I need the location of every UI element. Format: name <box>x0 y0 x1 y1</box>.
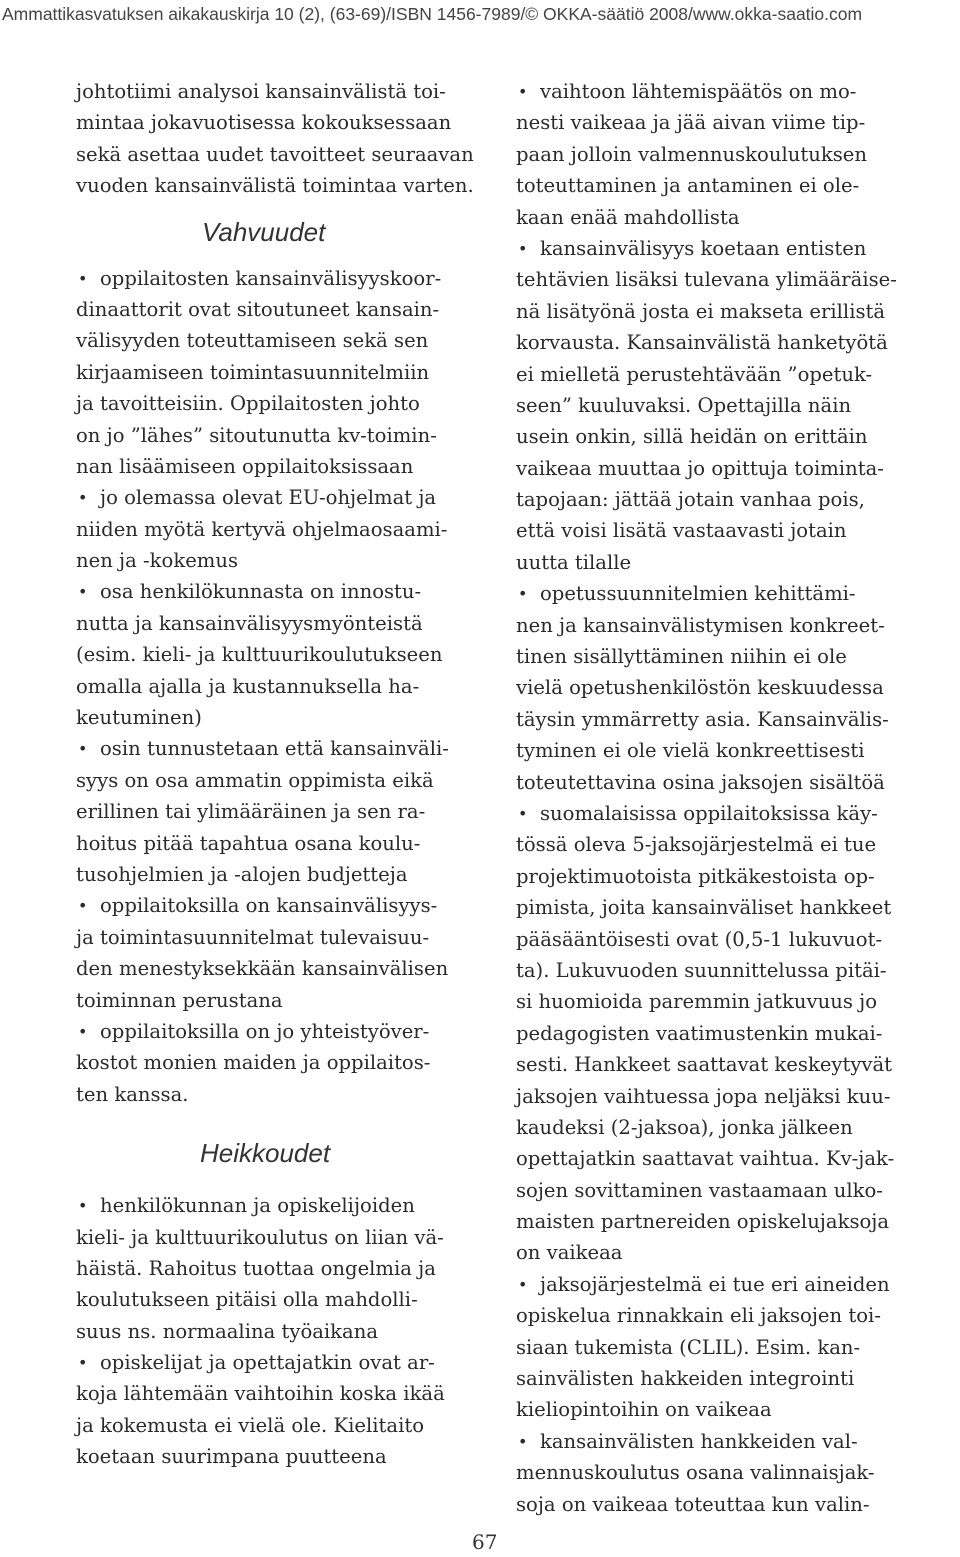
bullet-icon: • <box>518 803 528 823</box>
text-line <box>76 608 476 639</box>
line-text: nen ja kansainvälistymisen konkreet- <box>516 613 885 637</box>
text-line <box>516 264 916 295</box>
page-number: 67 <box>472 1530 498 1554</box>
text-line <box>516 327 916 358</box>
bullet-item-line <box>76 733 476 764</box>
line-text: koja lähtemään vaihtoihin koska ikää <box>76 1382 445 1406</box>
line-text: kirjaamiseen toimintasuunnitelmiin <box>76 360 430 384</box>
bullet-item-line <box>76 1016 476 1047</box>
line-text: välisyyden toteuttamiseen sekä sen <box>76 329 429 353</box>
text-line <box>76 1047 476 1078</box>
text-line <box>76 1253 476 1284</box>
text-line <box>76 922 476 953</box>
bullet-item-line <box>516 1426 916 1457</box>
text-line <box>516 1081 916 1112</box>
line-text: ten kanssa. <box>76 1082 189 1106</box>
strengths-list <box>76 263 476 1111</box>
line-text: omalla ajalla ja kustannuksella ha- <box>76 674 420 698</box>
intro-paragraph <box>76 76 476 202</box>
line-text: on vaikeaa <box>516 1241 623 1265</box>
text-line <box>516 202 916 233</box>
bullet-icon: • <box>78 896 88 916</box>
line-text: opiskelijat ja opettajatkin ovat ar- <box>100 1351 435 1375</box>
line-text: tehtävien lisäksi tulevana ylimääräise- <box>516 268 897 292</box>
text-line <box>76 859 476 890</box>
line-text: henkilökunnan ja opiskelijoiden <box>100 1194 415 1218</box>
line-text: toteuttaminen ja antaminen ei ole- <box>516 174 860 198</box>
bullet-icon: • <box>518 584 528 604</box>
text-line <box>76 545 476 576</box>
bullet-icon: • <box>78 1353 88 1373</box>
bullet-item-line <box>76 263 476 294</box>
bullet-icon: • <box>518 82 528 101</box>
bullet-item-line <box>76 1190 476 1221</box>
line-text: kieliopintoihin on vaikeaa <box>516 1398 772 1422</box>
text-line <box>76 76 476 107</box>
line-text: suus ns. normaalina työaikana <box>76 1319 379 1343</box>
line-text: syys on osa ammatin oppimista eikä <box>76 768 434 792</box>
text-line <box>76 953 476 984</box>
text-line <box>516 1143 916 1174</box>
text-line <box>76 671 476 702</box>
text-line <box>516 421 916 452</box>
text-line <box>76 294 476 325</box>
line-text: opiskelua rinnakkain eli jaksojen toi- <box>516 1304 881 1328</box>
line-text: täysin ymmärretty asia. Kansainvälis- <box>516 707 889 731</box>
text-line <box>516 139 916 170</box>
line-text: kostot monien maiden ja oppilaitos- <box>76 1051 431 1075</box>
text-line <box>516 1237 916 1268</box>
bullet-item-line <box>76 482 476 513</box>
text-line <box>516 1112 916 1143</box>
line-text: seen” kuuluvaksi. Opettajilla näin <box>516 393 852 417</box>
line-text: on jo ”lähes” sitoutunutta kv-toimin- <box>76 423 437 447</box>
heading-strengths: Vahvuudet <box>202 216 326 247</box>
line-text: opettajatkin saattavat vaihtua. Kv-jak- <box>516 1147 895 1171</box>
journal-citation-header: Ammattikasvatuksen aikakauskirja 10 (2), (63-69)/ISBN 1456-7989/© OKKA-säätiö 2008/www.okka-saatio.com <box>2 4 863 24</box>
line-text: johtotiimi analysoi kansainvälistä toi- <box>76 80 446 103</box>
text-line <box>516 986 916 1017</box>
line-text: den menestyksekkään kansainvälisen <box>76 957 449 981</box>
line-text: ja toimintasuunnitelmat tulevaisuu- <box>76 925 430 949</box>
line-text: paan jolloin valmennuskoulutuksen <box>516 142 867 166</box>
text-line <box>76 388 476 419</box>
text-line <box>516 1363 916 1394</box>
text-line <box>76 139 476 170</box>
line-text: tapojaan: jättää jotain vanhaa pois, <box>516 488 865 512</box>
text-line <box>516 735 916 766</box>
text-line <box>516 704 916 735</box>
line-text: kaudeksi (2-jaksoa), jonka jälkeen <box>516 1115 853 1139</box>
text-line <box>516 1457 916 1488</box>
line-text: vuoden kansainvälistä toimintaa varten. <box>76 174 474 198</box>
line-text: pääsääntöisesti ovat (0,5-1 lukuvuot- <box>516 927 883 951</box>
text-line <box>516 924 916 955</box>
line-text: sojen sovittaminen vastaamaan ulko- <box>516 1178 883 1202</box>
text-line <box>516 1049 916 1080</box>
text-line <box>76 420 476 451</box>
line-text: korvausta. Kansainvälistä hanketyötä <box>516 331 888 355</box>
text-line <box>516 1206 916 1237</box>
line-text: nan lisäämiseen oppilaitoksissaan <box>76 454 414 478</box>
line-text: uutta tilalle <box>516 550 632 574</box>
text-line <box>76 1222 476 1253</box>
text-line <box>516 170 916 201</box>
line-text: ja tavoitteisiin. Oppilaitosten johto <box>76 392 420 416</box>
line-text: osa henkilökunnasta on innostu- <box>100 580 422 604</box>
bullet-icon: • <box>78 582 88 602</box>
left-column <box>76 76 476 1473</box>
line-text: usein onkin, sillä heidän on erittäin <box>516 425 868 449</box>
line-text: soja on vaikeaa toteuttaa kun valin- <box>516 1492 870 1516</box>
line-text: ta). Lukuvuoden suunnittelussa pitäi- <box>516 958 887 982</box>
text-line <box>76 796 476 827</box>
text-line <box>516 672 916 703</box>
line-text: suomalaisissa oppilaitoksissa käy- <box>540 801 878 825</box>
bullet-icon: • <box>78 1196 88 1216</box>
line-text: vaihtoon lähtemispäätös on mo- <box>540 80 857 103</box>
line-text: ja kokemusta ei vielä ole. Kielitaito <box>76 1413 424 1437</box>
line-text: oppilaitoksilla on kansainvälisyys- <box>100 894 438 918</box>
line-text: maisten partnereiden opiskelujaksoja <box>516 1210 890 1234</box>
line-text: ei mielletä perustehtävään ”opetuk- <box>516 362 873 386</box>
text-line <box>76 702 476 733</box>
line-text: kansainvälisyys koetaan entisten <box>540 236 867 260</box>
text-line <box>516 359 916 390</box>
bullet-icon: • <box>78 1021 88 1041</box>
text-line <box>516 861 916 892</box>
line-text: si huomioida paremmin jatkuvuus jo <box>516 990 877 1014</box>
line-text: pedagogisten vaatimustenkin mukai- <box>516 1021 883 1045</box>
line-text: jaksojen vaihtuessa jopa neljäksi kuu- <box>516 1084 891 1108</box>
line-text: vielä opetushenkilöstön keskuudessa <box>516 676 884 700</box>
text-line <box>516 1300 916 1331</box>
text-line <box>516 390 916 421</box>
text-line <box>516 641 916 672</box>
text-line <box>76 1079 476 1110</box>
line-text: erillinen tai ylimääräinen ja sen ra- <box>76 800 426 824</box>
text-line <box>76 170 476 201</box>
text-line <box>76 1316 476 1347</box>
line-text: mintaa jokavuotisessa kokouksessaan <box>76 111 452 135</box>
line-text: siaan tukemista (CLIL). Esim. kan- <box>516 1335 861 1359</box>
line-text: tössä oleva 5-jaksojärjestelmä ei tue <box>516 833 877 857</box>
bullet-item-line <box>76 576 476 607</box>
line-text: koetaan suurimpana puutteena <box>76 1445 387 1469</box>
text-line <box>516 1175 916 1206</box>
bullet-icon: • <box>518 1274 528 1294</box>
line-text: nesti vaikeaa ja jää aivan viime tip- <box>516 111 866 135</box>
text-line <box>76 1378 476 1409</box>
line-text: osin tunnustetaan että kansainväli- <box>100 737 449 761</box>
text-line <box>76 357 476 388</box>
line-text: keutuminen) <box>76 706 202 730</box>
line-text: sekä asettaa uudet tavoitteet seuraavan <box>76 142 474 166</box>
bullet-icon: • <box>78 488 88 508</box>
line-text: niiden myötä kertyvä ohjelmaosaami- <box>76 517 448 541</box>
text-line <box>516 1018 916 1049</box>
text-line <box>516 107 916 138</box>
text-line <box>516 296 916 327</box>
bullet-item-line <box>516 1269 916 1300</box>
line-text: nutta ja kansainvälisyysmyönteistä <box>76 611 423 635</box>
text-line <box>76 1410 476 1441</box>
line-text: opetussuunnitelmien kehittämi- <box>540 582 856 606</box>
bullet-icon: • <box>78 739 88 759</box>
bullet-item-line <box>516 76 916 107</box>
text-line <box>76 828 476 859</box>
line-text: kansainvälisten hankkeiden val- <box>540 1429 858 1453</box>
line-text: tusohjelmien ja -alojen budjetteja <box>76 862 408 886</box>
line-text: toiminnan perustana <box>76 988 283 1012</box>
weaknesses-list <box>76 1190 476 1473</box>
bullet-icon: • <box>518 1431 528 1451</box>
text-line <box>516 829 916 860</box>
text-line <box>516 610 916 641</box>
line-text: dinaattorit ovat sitoutuneet kansain- <box>76 297 440 321</box>
line-text: nä lisätyönä josta ei makseta erillistä <box>516 299 886 323</box>
line-text: oppilaitosten kansainvälisyyskoor- <box>100 266 442 290</box>
bullet-item-line <box>516 233 916 264</box>
right-column <box>516 76 916 1520</box>
text-line <box>76 1441 476 1472</box>
line-text: että voisi lisätä vastaavasti jotain <box>516 519 847 543</box>
line-text: projektimuotoista pitkäkestoista op- <box>516 864 875 888</box>
text-line <box>76 325 476 356</box>
line-text: koulutukseen pitäisi olla mahdolli- <box>76 1288 418 1312</box>
text-line <box>516 484 916 515</box>
line-text: oppilaitoksilla on jo yhteistyöver- <box>100 1019 430 1043</box>
line-text: häistä. Rahoitus tuottaa ongelmia ja <box>76 1256 436 1280</box>
text-line <box>516 515 916 546</box>
text-line <box>516 1394 916 1425</box>
bullet-item-line <box>76 1347 476 1378</box>
bullet-icon: • <box>518 238 528 258</box>
text-line <box>516 1489 916 1520</box>
text-line <box>76 639 476 670</box>
heading-weaknesses: Heikkoudet <box>200 1138 331 1169</box>
text-line <box>516 547 916 578</box>
text-line <box>76 1284 476 1315</box>
line-text: (esim. kieli- ja kulttuurikoulutukseen <box>76 643 443 667</box>
line-text: toteutettavina osina jaksojen sisältöä <box>516 770 885 794</box>
text-line <box>76 765 476 796</box>
text-line <box>516 1332 916 1363</box>
line-text: tinen sisällyttäminen niihin ei ole <box>516 645 847 669</box>
line-text: nen ja -kokemus <box>76 549 239 573</box>
bullet-icon: • <box>78 268 88 288</box>
bullet-item-line <box>516 798 916 829</box>
text-line <box>516 892 916 923</box>
text-line <box>516 955 916 986</box>
line-text: sesti. Hankkeet saattavat keskeytyvät <box>516 1053 893 1077</box>
text-line <box>76 107 476 138</box>
line-text: pimista, joita kansainväliset hankkeet <box>516 896 892 920</box>
bullet-item-line <box>516 578 916 609</box>
line-text: tyminen ei ole vielä konkreettisesti <box>516 739 865 763</box>
text-line <box>76 514 476 545</box>
line-text: mennuskoulutus osana valinnaisjak- <box>516 1461 875 1485</box>
line-text: vaikeaa muuttaa jo opittuja toiminta- <box>516 456 884 480</box>
text-line <box>76 985 476 1016</box>
line-text: sainvälisten hakkeiden integrointi <box>516 1367 855 1391</box>
weaknesses-list-continued <box>516 76 916 1520</box>
line-text: jaksojärjestelmä ei tue eri aineiden <box>540 1272 890 1296</box>
line-text: jo olemassa olevat EU-ohjelmat ja <box>100 486 437 510</box>
text-line <box>76 451 476 482</box>
line-text: hoitus pitää tapahtua osana koulu- <box>76 831 421 855</box>
bullet-item-line <box>76 890 476 921</box>
text-line <box>516 453 916 484</box>
line-text: kieli- ja kulttuurikoulutus on liian vä- <box>76 1225 444 1249</box>
text-line <box>516 767 916 798</box>
line-text: kaan enää mahdollista <box>516 205 740 229</box>
